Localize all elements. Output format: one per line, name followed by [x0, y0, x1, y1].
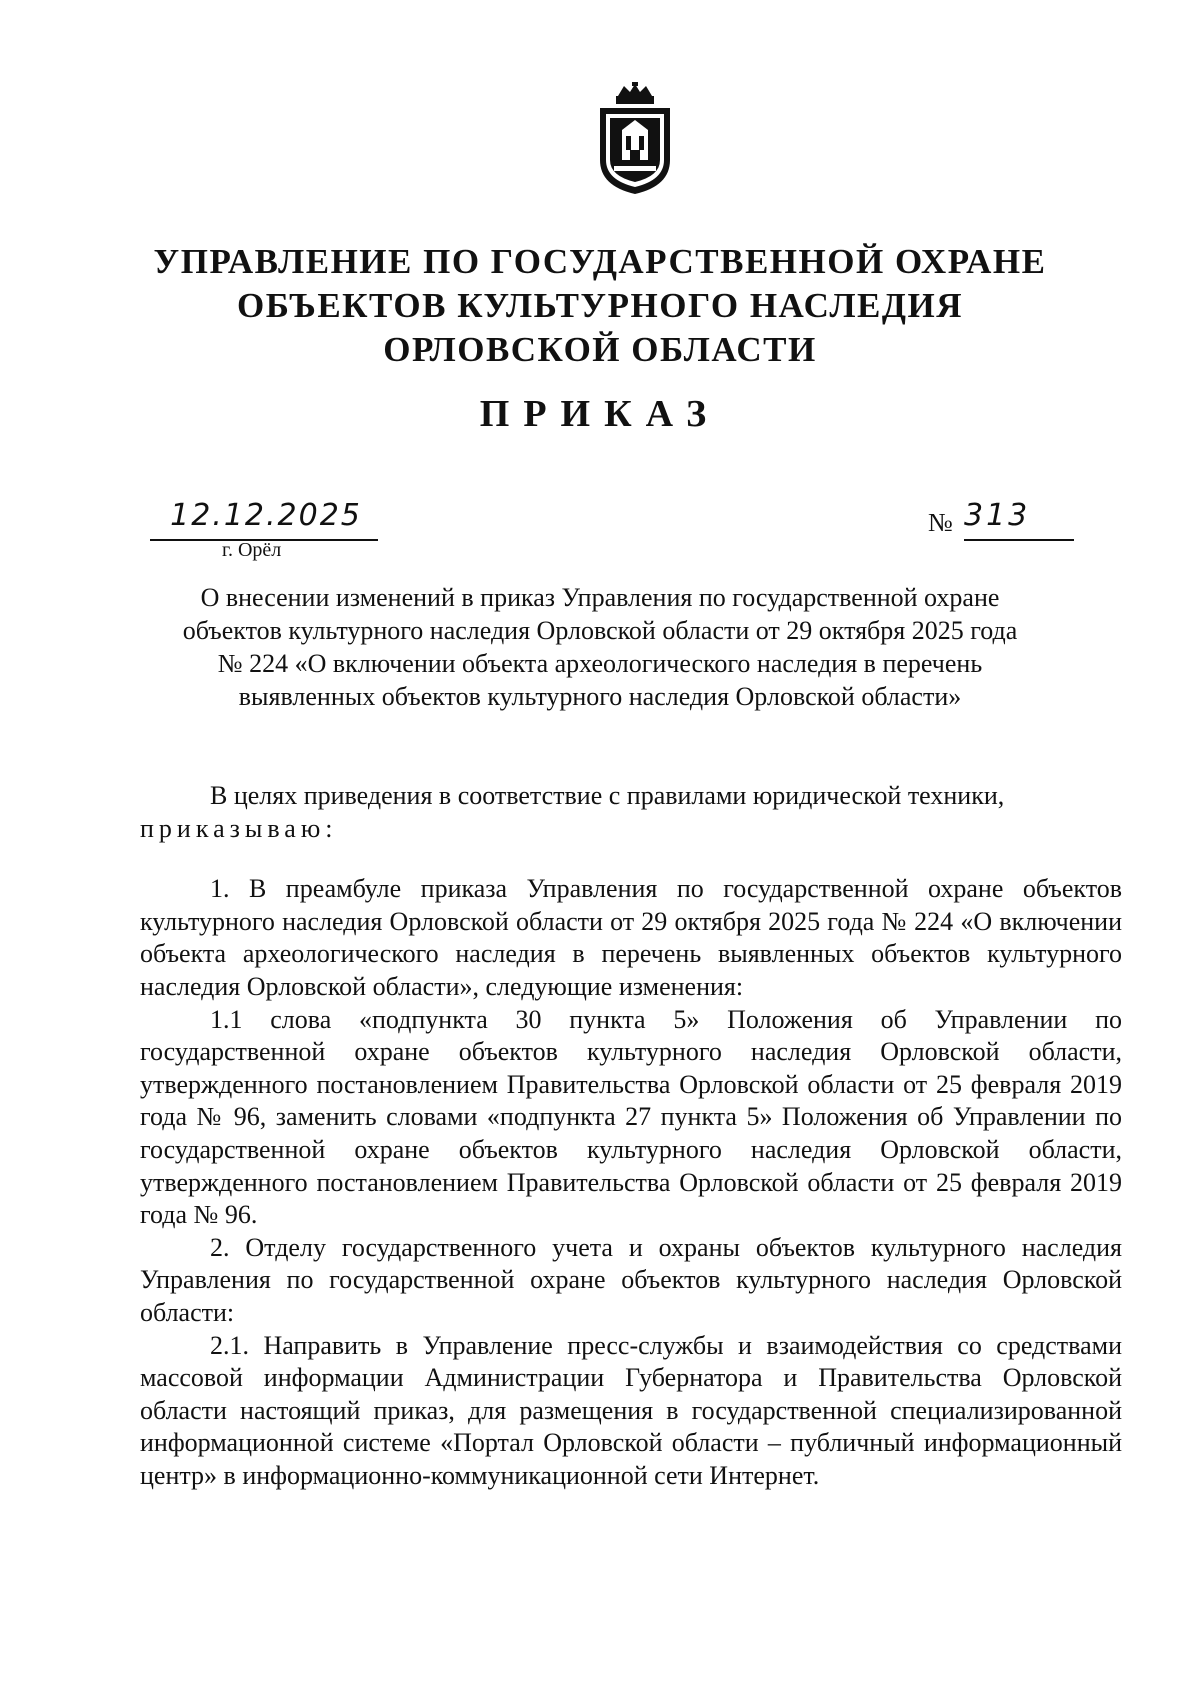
number-sign: № — [928, 508, 953, 537]
clause-2: 2. Отделу государственного учета и охраны объектов культурного наследия Управления по государственной охране объектов культурного наследия Орловской области: — [140, 1232, 1122, 1327]
handwritten-number: 313 — [964, 498, 1031, 533]
issuing-authority — [140, 240, 1060, 372]
coat-of-arms-icon — [596, 78, 674, 196]
clause-1-1: 1.1 слова «подпункта 30 пункта 5» Положения об Управлении по государственной охране объектов культурного наследия Орловской области, утвержденного постановлением Правительства Орловской области от 25 февраля 2019 года № 96, заменить словами «подпункта 27 пункта 5» Положения об Управлении по государственной охране объектов культурного наследия Орловской области, утвержденного постановлением Правительства Орловской области от 25 февраля 2019 года № 96. — [140, 1004, 1122, 1230]
document-title: ПРИКАЗ — [479, 393, 721, 435]
order-subject — [150, 581, 1050, 713]
clause-1: 1. В преамбуле приказа Управления по государственной охране объектов культурного наследия Орловской области от 29 октября 2025 года № 224 «О включении объекта археологического наследия в перечень выявленных объектов культурного наследия Орловской области», следующие изменения: — [140, 874, 1122, 1001]
subject-line-3: № 224 «О включении объекта археологического наследия в перечень — [217, 649, 983, 678]
subject-line-2: объектов культурного наследия Орловской области от 29 октября 2025 года — [182, 616, 1018, 645]
order-body — [140, 780, 1122, 1492]
city-label: г. Орёл — [222, 539, 282, 561]
authority-line-1: УПРАВЛЕНИЕ ПО ГОСУДАРСТВЕННОЙ ОХРАНЕ — [153, 242, 1047, 281]
subject-line-4: выявленных объектов культурного наследия Орловской области» — [238, 682, 962, 711]
subject-line-1: О внесении изменений в приказ Управления по государственной охране — [200, 583, 1000, 612]
intro-paragraph: В целях приведения в соответствие с правилами юридической техники, — [210, 781, 1005, 810]
authority-line-3: ОРЛОВСКОЙ ОБЛАСТИ — [383, 330, 817, 369]
order-word: приказываю: — [140, 813, 338, 843]
handwritten-date: 12.12.2025 — [170, 498, 362, 533]
authority-line-2: ОБЪЕКТОВ КУЛЬТУРНОГО НАСЛЕДИЯ — [237, 286, 963, 325]
clause-2-1: 2.1. Направить в Управление пресс-службы и взаимодействия со средствами массовой информации Администрации Губернатора и Правительства Орловской области настоящий приказ, для размещения в государственной специализированной информационной системе «Портал Орловской области – публичный информационный центр» в информационно-коммуникационной сети Интернет. — [140, 1330, 1122, 1490]
number-underline — [964, 539, 1074, 541]
